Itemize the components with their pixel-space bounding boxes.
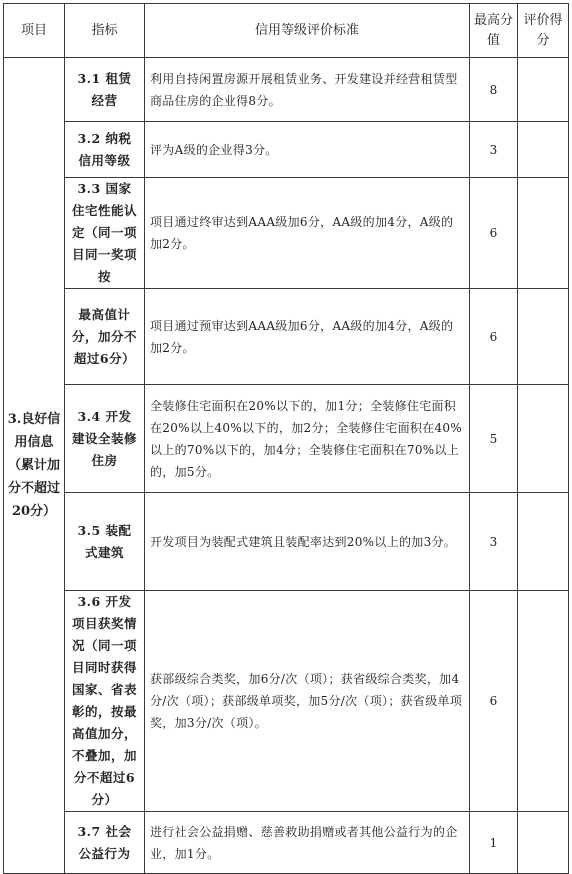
- header-standard: 信用等级评价标准: [145, 4, 470, 58]
- indicator-cell: 3.4 开发建设全装修住房: [65, 385, 145, 493]
- table-row: [4, 58, 569, 122]
- standard-cell: 获部级综合类奖，加6分/次（项）；获省级综合类奖，加4分/次（项）；获部级单项奖，加5分/次（项）；获省级单项奖，加3分/次（项）。: [145, 591, 470, 812]
- standard-cell: 项目通过终审达到AAA级加6分，AA级的加4分，A级的加2分。: [145, 178, 470, 289]
- standard-cell: 全装修住宅面积在20%以下的，加1分；全装修住宅面积在20%以上40%以下的，加2分；全装修住宅面积在40%以上的70%以下的，加4分；全装修住宅面积在70%以上的，加5分。: [145, 385, 470, 493]
- indicator-cell: 3.7 社会公益行为: [65, 812, 145, 874]
- max-score-cell: 6: [470, 591, 518, 812]
- table-row: [4, 122, 569, 178]
- standard-cell: 进行社会公益捐赠、慈善救助捐赠或者其他公益行为的企业，加1分。: [145, 812, 470, 874]
- credit-rating-table: [3, 3, 569, 874]
- eval-score-cell[interactable]: [518, 493, 569, 591]
- max-score-cell: 1: [470, 812, 518, 874]
- table-header-row: [4, 4, 569, 58]
- eval-score-cell[interactable]: [518, 289, 569, 385]
- max-score-cell: 3: [470, 493, 518, 591]
- eval-score-cell[interactable]: [518, 812, 569, 874]
- indicator-cell: 3.6 开发项目获奖情况（同一项目同时获得国家、省表彰的，按最高值加分，不叠加，加分不超过6分）: [65, 591, 145, 812]
- eval-score-cell[interactable]: [518, 58, 569, 122]
- max-score-cell: 6: [470, 289, 518, 385]
- indicator-cell: 3.5 装配式建筑: [65, 493, 145, 591]
- table-row: [4, 289, 569, 385]
- table-row: [4, 178, 569, 289]
- header-max-score: 最高分值: [470, 4, 518, 58]
- max-score-cell: 3: [470, 122, 518, 178]
- max-score-cell: 6: [470, 178, 518, 289]
- header-indicator: 指标: [65, 4, 145, 58]
- standard-cell: 项目通过预审达到AAA级加6分，AA级的加4分，A级的加2分。: [145, 289, 470, 385]
- indicator-cell: 3.2 纳税信用等级: [65, 122, 145, 178]
- eval-score-cell[interactable]: [518, 385, 569, 493]
- standard-cell: 评为A级的企业得3分。: [145, 122, 470, 178]
- standard-cell: 开发项目为装配式建筑且装配率达到20%以上的加3分。: [145, 493, 470, 591]
- indicator-cell: 最高值计分，加分不超过6分）: [65, 289, 145, 385]
- max-score-cell: 5: [470, 385, 518, 493]
- indicator-cell: 3.1 租赁经营: [65, 58, 145, 122]
- table-row: [4, 385, 569, 493]
- indicator-cell: 3.3 国家住宅性能认定（同一项目同一奖项按: [65, 178, 145, 289]
- eval-score-cell[interactable]: [518, 122, 569, 178]
- table-row: [4, 493, 569, 591]
- eval-score-cell[interactable]: [518, 591, 569, 812]
- standard-cell: 利用自持闲置房源开展租赁业务、开发建设并经营租赁型商品住房的企业得8分。: [145, 58, 470, 122]
- table-row: [4, 812, 569, 874]
- project-cell: 3.良好信用信息（累计加分不超过20分）: [4, 58, 65, 874]
- eval-score-cell[interactable]: [518, 178, 569, 289]
- header-project: 项目: [4, 4, 65, 58]
- max-score-cell: 8: [470, 58, 518, 122]
- header-eval-score: 评价得分: [518, 4, 569, 58]
- table-row: [4, 591, 569, 812]
